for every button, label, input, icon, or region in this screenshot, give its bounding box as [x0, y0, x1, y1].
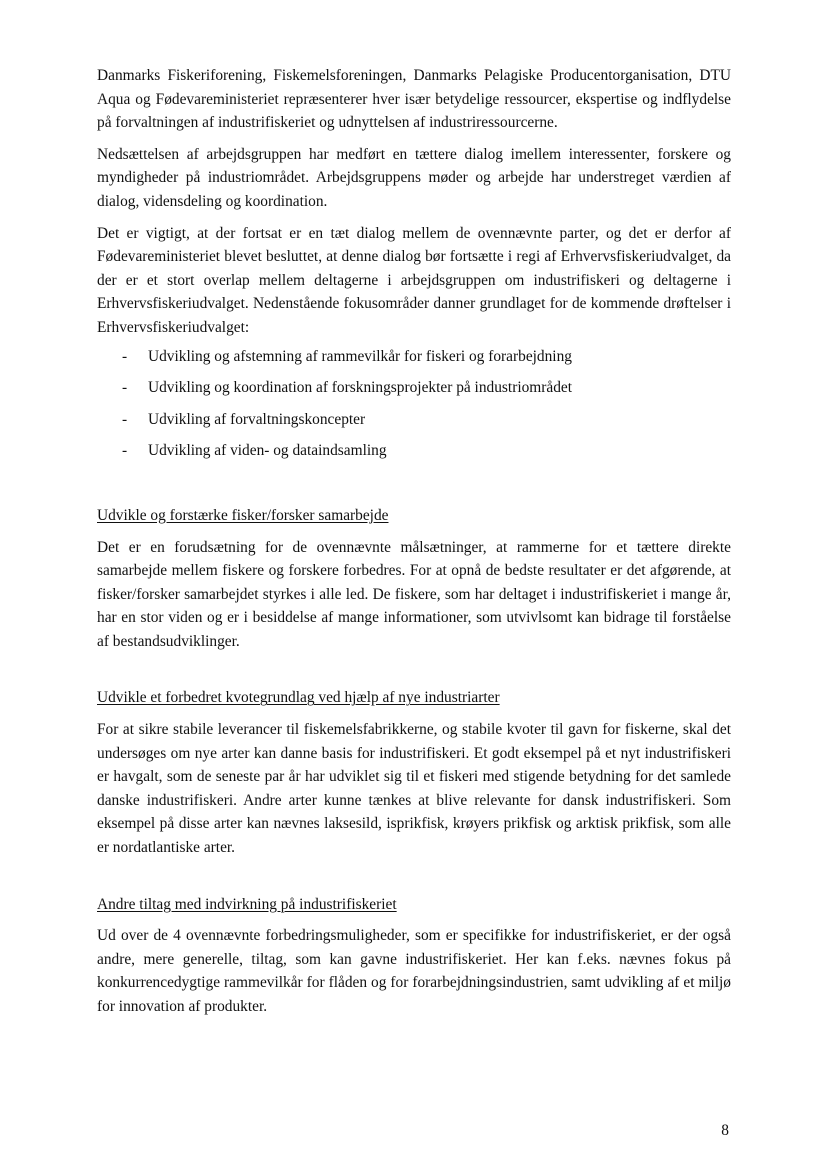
list-item: [97, 408, 731, 440]
intro-paragraph-1: Danmarks Fiskeriforening, Fiskemelsforeningen, Danmarks Pelagiske Producentorganisation, DTU Aqua og Fødevareministeriet repræsenterer hver især betydelige ressourcer, ekspertise og indflydelse på forvaltningen af industrifiskeriet og udnyttelsen af industriressourcerne.: [97, 67, 731, 132]
list-item-text: Udvikling og afstemning af rammevilkår for fiskeri og forarbejdning: [148, 347, 572, 365]
page-number: 8: [721, 1122, 729, 1139]
focus-areas-list-container: [97, 345, 731, 471]
intro-paragraph-3: Det er vigtigt, at der fortsat er en tæt dialog mellem de ovennævnte parter, og det er derfor af Fødevareministeriet blevet besluttet, at denne dialog bør fortsætte i regi af Erhvervsfiskeriudvalget, da der er et stort overlap mellem deltagerne i arbejdsgruppen om industrifiskeri og deltagerne i Erhvervsfiskeriudvalget. Nedenstående fokusområder danner grundlaget for de kommende drøftelser i Erhvervsfiskeriudvalget:: [97, 224, 731, 336]
section-heading: Udvikle og forstærke fisker/forsker samarbejde: [97, 506, 389, 524]
intro-paragraph-2: Nedsættelsen af arbejdsgruppen har medført en tættere dialog imellem interessenter, forskere og myndigheder på industriområdet. Arbejdsgruppens møder og arbejde har understreget værdien af dialog, vidensdeling og koordination.: [97, 145, 731, 210]
section-body: Det er en forudsætning for de ovennævnte målsætninger, at rammerne for et tættere direkte samarbejde mellem fiskere og forskere forbedres. For at opnå de bedste resultater er det afgørende, at fisker/forsker samarbejdet styrkes i alle led. De fiskere, som har deltaget i industrifiskeriet i mange år, har en stor viden og er i besiddelse af mange informationer, som utvivlsomt kan bidrage til forståelse af bestandsudviklinger.: [97, 538, 731, 650]
section-other-initiatives: [97, 893, 731, 1019]
bullet-dash: -: [122, 379, 128, 397]
list-item-text: Udvikling af forvaltningskoncepter: [148, 410, 366, 428]
bullet-dash: -: [122, 347, 128, 365]
list-item: [97, 345, 731, 377]
section-heading: Andre tiltag med indvirkning på industrifiskeriet: [97, 895, 397, 913]
bullet-dash: -: [122, 410, 128, 428]
section-improved-quota-basis: [97, 686, 731, 859]
section-heading: Udvikle et forbedret kvotegrundlag ved hjælp af nye industriarter: [97, 689, 500, 707]
list-item-text: Udvikling af viden- og dataindsamling: [148, 442, 387, 460]
focus-areas-list: [97, 345, 731, 471]
bullet-dash: -: [122, 442, 128, 460]
list-item: [97, 376, 731, 408]
list-item: [97, 439, 731, 471]
section-body: Ud over de 4 ovennævnte forbedringsmuligheder, som er specifikke for industrifiskeriet, er der også andre, mere generelle, tiltag, som kan gavne industrifiskeriet. Her kan f.eks. nævnes fokus på konkurrencedygtige rammevilkår for flåden og for forarbejdningsindustrien, samt udvikling af et miljø for innovation af produkter.: [97, 927, 731, 1015]
section-fisher-researcher-cooperation: [97, 504, 731, 654]
section-body: For at sikre stabile leverancer til fiskemelsfabrikkerne, og stabile kvoter til gavn for fiskerne, skal det undersøges om nye arter kan danne basis for industrifiskeri. Et godt eksempel på et nyt industrifiskeri er havgalt, som de seneste par år har udviklet sig til et fiskeri med stigende betydning for det samlede danske industrifiskeri. Andre arter kunne tænkes at blive relevante for dansk industrifiskeri. Som eksempel på disse arter kan nævnes laksesild, isprikfisk, krøyers prikfisk og arktisk prikfisk, som alle er nordatlantiske arter.: [97, 721, 731, 857]
list-item-text: Udvikling og koordination af forskningsprojekter på industriområdet: [148, 379, 573, 397]
